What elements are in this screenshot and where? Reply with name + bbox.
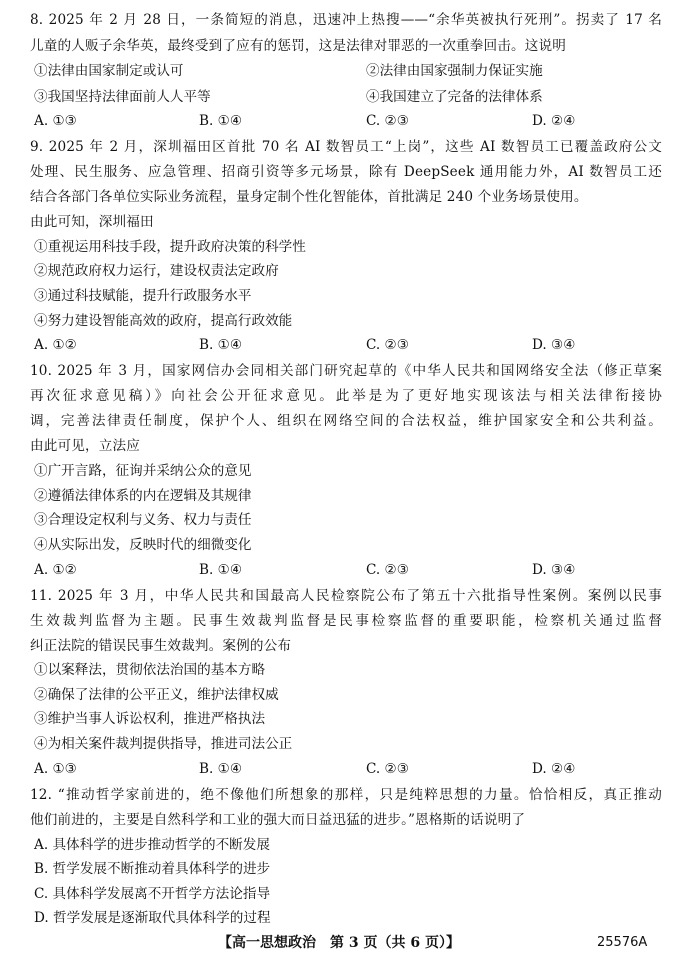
question-8-statement-3: ③我国坚持法律面前人人平等 [34,89,211,105]
question-11-statement-3: ③维护当事人诉讼权利，推进严格执法 [34,711,266,727]
paper-code: 25576A [597,935,648,950]
question-11-stem-line-3: 纠正法院的错误民事生效裁判。案例的公布 [30,638,292,654]
question-12-choice-c[interactable]: C. 具体科学发展离不开哲学方法论指导 [34,886,271,902]
question-8-statement-2: ②法律由国家强制力保证实施 [366,63,543,79]
question-12-choice-a[interactable]: A. 具体科学的进步推动哲学的不断发展 [34,837,270,853]
question-11-choice-d[interactable]: D. ②④ [532,761,576,777]
question-9-stem-line-3: 结合各部门各单位实际业务流程，量身定制个性化智能体，首批满足 240 个业务场景使用。 [30,189,588,205]
question-9-stem-line-4: 由此可知，深圳福田 [30,214,154,230]
question-10-choice-d[interactable]: D. ③④ [532,562,576,578]
question-10-statement-1: ①广开言路，征询并采纳公众的意见 [34,463,252,479]
question-11-statement-2: ②确保了法律的公平正义，维护法律权威 [34,687,279,703]
question-11-stem-line-1: 11. 2025 年 3 月，中华人民共和国最高人民检察院公布了第五十六批指导性案例。案例以民事 [30,588,662,604]
question-9-statement-1: ①重视运用科技手段，提升政府决策的科学性 [34,239,306,255]
question-8-stem-line-1: 8. 2025 年 2 月 28 日，一条简短的消息，迅速冲上热搜——“余华英被执行死刑”。拐卖了 17 名 [30,12,662,28]
question-9-choice-c[interactable]: C. ②③ [366,337,409,353]
question-9-stem-line-1: 9. 2025 年 2 月，深圳福田区首批 70 名 AI 数智员工“上岗”，这些 AI 数智员工已覆盖政府公文 [30,139,662,155]
question-10-stem-line-4: 由此可见，立法应 [30,438,140,454]
question-11-choice-c[interactable]: C. ②③ [366,761,409,777]
question-10-statement-3: ③合理设定权利与义务、权力与责任 [34,512,252,528]
question-10-stem-line-1: 10. 2025 年 3 月，国家网信办会同相关部门研究起草的《中华人民共和国网络安全法（修正草案 [30,363,662,379]
question-8-choice-c[interactable]: C. ②③ [366,113,409,129]
question-11-statement-1: ①以案释法，贯彻依法治国的基本方略 [34,662,266,678]
page-footer-title: 【高一思想政治 第 3 页（共 6 页）】 [218,935,460,951]
question-12-choice-b[interactable]: B. 哲学发展不断推动着具体科学的进步 [34,861,271,877]
question-9-statement-3: ③通过科技赋能，提升行政服务水平 [34,288,252,304]
question-12-choice-d[interactable]: D. 哲学发展是逐渐取代具体科学的过程 [34,910,271,926]
question-10-choice-c[interactable]: C. ②③ [366,562,409,578]
question-9-choice-b[interactable]: B. ①④ [199,337,243,353]
question-10-choice-b[interactable]: B. ①④ [199,562,243,578]
question-10-stem-line-3: 调，完善法律责任制度，保护个人、组织在网络空间的合法权益，维护国家安全和公共利益。 [30,413,662,429]
question-11-choice-a[interactable]: A. ①③ [34,761,77,777]
question-10-statement-2: ②遵循法律体系的内在逻辑及其规律 [34,488,252,504]
question-8-choice-d[interactable]: D. ②④ [532,113,576,129]
question-10-statement-4: ④从实际出发，反映时代的细微变化 [34,537,252,553]
question-8-statement-4: ④我国建立了完备的法律体系 [366,89,543,105]
question-11-stem-line-2: 生效裁判监督为主题。民事生效裁判监督是民事检察监督的重要职能，检察机关通过监督 [30,613,662,629]
question-9-choice-d[interactable]: D. ③④ [532,337,576,353]
question-11-choice-b[interactable]: B. ①④ [199,761,243,777]
question-9-stem-line-2: 处理、民生服务、应急管理、招商引资等多元场景，除有 DeepSeek 通用能力外，AI 数智员工还 [30,164,662,180]
question-10-choice-a[interactable]: A. ①② [34,562,77,578]
question-9-statement-2: ②规范政府权力运行，建设权责法定政府 [34,263,279,279]
question-10-stem-line-2: 再次征求意见稿）》向社会公开征求意见。此举是为了更好地实现该法与相关法律衔接协 [30,388,662,404]
question-9-statement-4: ④努力建设智能高效的政府，提高行政效能 [34,313,293,329]
question-12-stem-line-2: 他们前进的，主要是自然科学和工业的强大而日益迅猛的进步。”恩格斯的话说明了 [30,812,526,828]
question-8-choice-b[interactable]: B. ①④ [199,113,243,129]
question-8-choice-a[interactable]: A. ①③ [34,113,77,129]
question-8-stem-line-2: 儿童的人贩子余华英，最终受到了应有的惩罚，这是法律对罪恶的一次重拳回击。这说明 [30,38,567,54]
question-12-stem-line-1: 12. “推动哲学家前进的，绝不像他们所想象的那样，只是纯粹思想的力量。恰恰相反，真正推动 [30,787,662,803]
question-8-statement-1: ①法律由国家制定或认可 [34,63,184,79]
question-9-choice-a[interactable]: A. ①② [34,337,77,353]
question-11-statement-4: ④为相关案件裁判提供指导，推进司法公正 [34,736,293,752]
